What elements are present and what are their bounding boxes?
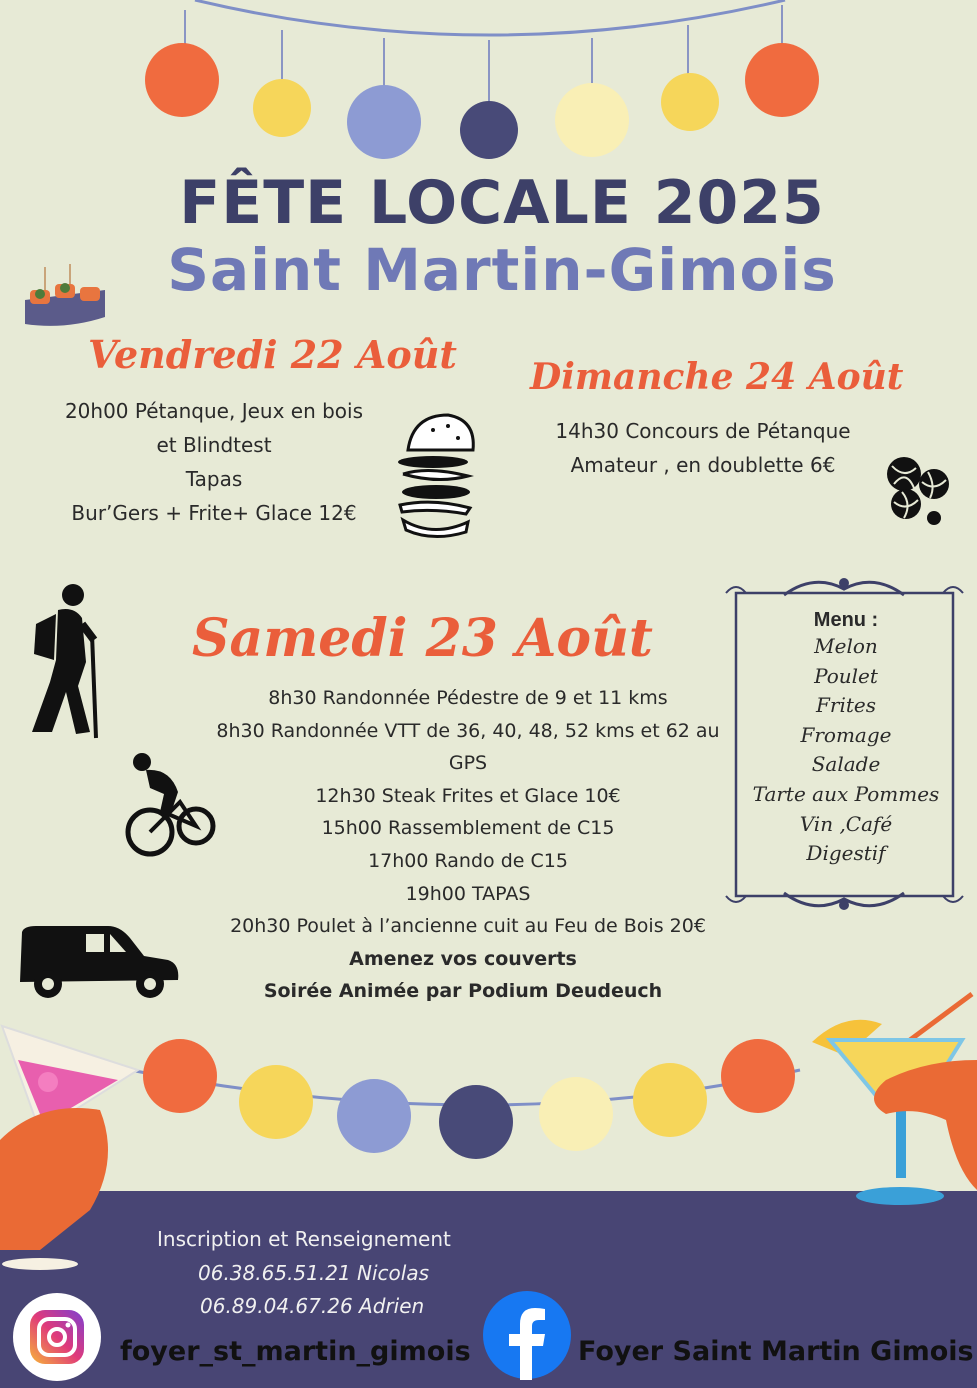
friday-heading: Vendredi 22 Août xyxy=(88,332,457,377)
instagram-handle[interactable]: foyer_st_martin_gimois xyxy=(120,1336,471,1367)
cocktail-left-icon xyxy=(0,1020,160,1270)
menu-item: Digestif xyxy=(806,841,886,866)
friday-line: et Blindtest xyxy=(156,433,272,457)
pompom-orange xyxy=(145,43,219,117)
saturday-bold-line: Amenez vos couverts xyxy=(349,947,577,970)
phone-adrien: 06.89.04.67.26 Adrien xyxy=(200,1294,425,1318)
friday-line: Bur’Gers + Frite+ Glace 12€ xyxy=(71,501,357,525)
menu-content xyxy=(728,609,964,869)
cocktail-right-icon xyxy=(806,990,977,1212)
menu-item: Poulet xyxy=(814,663,878,688)
instagram-icon[interactable] xyxy=(12,1292,102,1382)
tapas-icon xyxy=(20,262,110,332)
pompom-orange xyxy=(721,1039,795,1113)
burger-icon xyxy=(388,410,480,540)
page-subtitle: Saint Martin-Gimois xyxy=(167,236,837,304)
saturday-line: 12h30 Steak Frites et Glace 10€ xyxy=(315,784,621,807)
car-icon xyxy=(16,924,182,1002)
menu-item: Tarte aux Pommes xyxy=(752,781,940,806)
menu-item: Vin ,Café xyxy=(799,811,893,836)
saturday-program xyxy=(198,682,738,1008)
friday-line: 20h00 Pétanque, Jeux en bois xyxy=(64,399,364,423)
petanque-balls-icon xyxy=(884,454,956,528)
sunday-line: 14h30 Concours de Pétanque xyxy=(555,419,851,443)
menu-item: Frites xyxy=(816,693,876,718)
saturday-line: 17h00 Rando de C15 xyxy=(368,849,568,872)
pompom-navy xyxy=(460,101,518,159)
saturday-line: 15h00 Rassemblement de C15 xyxy=(321,817,615,840)
saturday-line: 8h30 Randonnée VTT de 36, 40, 48, 52 kms et 62 au xyxy=(216,719,720,742)
pompom-navy xyxy=(439,1085,513,1159)
pompom-cream xyxy=(539,1077,613,1151)
saturday-bold-line: Soirée Animée par Podium Deudeuch xyxy=(263,980,663,1003)
page-title: FÊTE LOCALE 2025 xyxy=(179,168,825,238)
pompom-cream xyxy=(555,83,629,157)
facebook-page-name[interactable]: Foyer Saint Martin Gimois xyxy=(578,1336,974,1367)
saturday-heading: Samedi 23 Août xyxy=(192,608,653,669)
saturday-line: 20h30 Poulet à l’ancienne cuit au Feu de Bois 20€ xyxy=(230,915,706,938)
menu-item: Salade xyxy=(811,752,881,777)
sunday-heading: Dimanche 24 Août xyxy=(530,356,904,398)
pompom-blue xyxy=(337,1079,411,1153)
menu-item: Fromage xyxy=(800,722,892,747)
saturday-line: 19h00 TAPAS xyxy=(405,882,531,905)
facebook-icon[interactable] xyxy=(482,1290,572,1380)
info-title: Inscription et Renseignement xyxy=(157,1227,451,1251)
saturday-line: GPS xyxy=(448,752,488,775)
menu-title: Menu : xyxy=(813,609,879,631)
phone-nicolas: 06.38.65.51.21 Nicolas xyxy=(198,1261,430,1285)
sunday-program xyxy=(520,414,886,482)
cyclist-icon xyxy=(120,752,216,858)
top-garland xyxy=(0,0,977,170)
friday-program xyxy=(40,394,388,530)
saturday-line: 8h30 Randonnée Pédestre de 9 et 11 kms xyxy=(268,687,668,709)
pompom-yellow xyxy=(253,79,311,137)
pompom-blue xyxy=(347,85,421,159)
friday-line: Tapas xyxy=(185,467,243,491)
sunday-line: Amateur , en doublette 6€ xyxy=(570,453,836,477)
pompom-yellow xyxy=(633,1063,707,1137)
pompom-orange xyxy=(745,43,819,117)
pompom-yellow xyxy=(239,1065,313,1139)
hiker-icon xyxy=(26,582,106,740)
pompom-yellow xyxy=(661,73,719,131)
menu-item: Melon xyxy=(814,634,878,658)
